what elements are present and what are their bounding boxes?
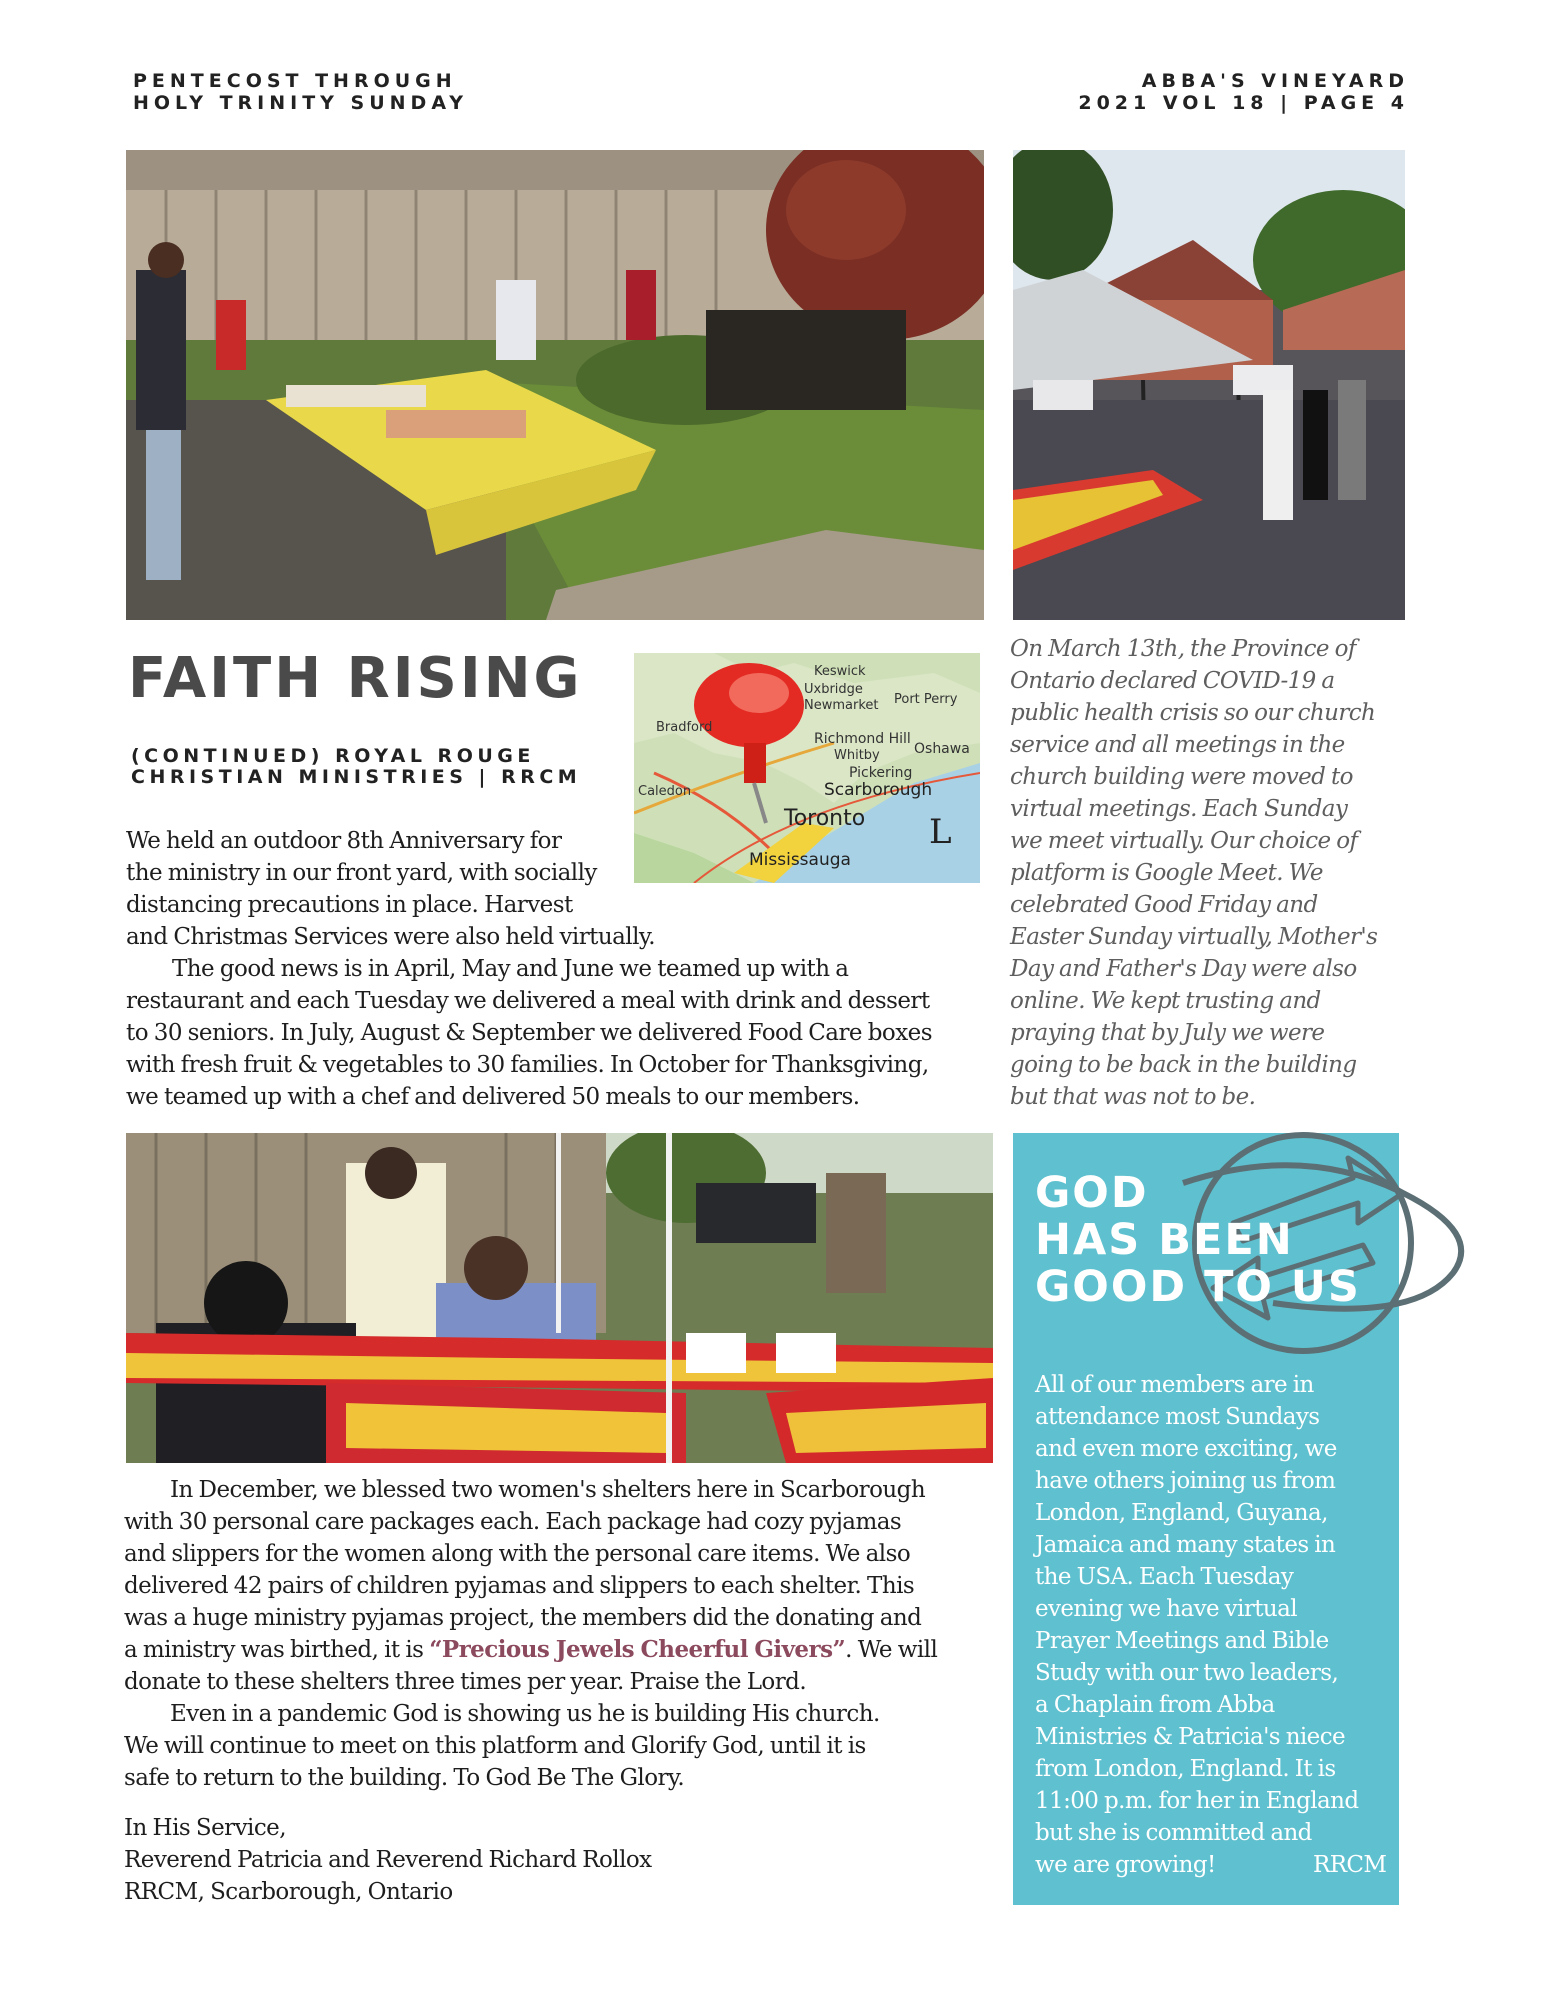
map-label: Richmond Hill [814,731,911,747]
callout-line: evening we have virtual [1035,1596,1297,1622]
callout-box [1013,1133,1399,1905]
header-left [133,70,468,114]
map-label: Scarborough [824,780,933,800]
paragraph-line: We held an outdoor 8th Anniversary for [126,828,562,854]
paragraph-line: donate to these shelters three times per year. Praise the Lord. [124,1669,807,1695]
map-label: Pickering [849,765,913,781]
map-label: Keswick [814,664,866,679]
signoff [124,1812,994,1908]
sidebar-line: we meet virtually. Our choice of [1010,828,1358,854]
paragraph-line: safe to return to the building. To God Be The Glory. [124,1765,685,1791]
map-label: Newmarket [804,698,879,713]
subtitle-line-2: CHRISTIAN MINISTRIES | RRCM [131,766,582,788]
map-label: Port Perry [894,692,958,707]
callout-line: but she is committed and [1035,1820,1312,1846]
paragraph-line: the ministry in our front yard, with socially [126,860,597,886]
signoff-line: In His Service, [124,1815,287,1841]
callout-line: Jamaica and many states in [1035,1532,1336,1558]
sidebar-line: praying that by July we were [1010,1020,1325,1046]
map-label: Uxbridge [804,682,863,697]
callout-line: London, England, Guyana, [1035,1500,1328,1526]
callout-line: Ministries & Patricia's niece [1035,1724,1345,1750]
callout-line: from London, England. It is [1035,1756,1336,1782]
sidebar-line: church building were moved to [1010,764,1353,790]
header-left-line-1: PENTECOST THROUGH [133,70,457,92]
callout-body [1035,1369,1395,1881]
paragraph-line: we teamed up with a chef and delivered 50 meals to our members. [126,1084,860,1110]
sidebar-line: Easter Sunday virtually, Mother's [1010,924,1378,950]
paragraph-line: and Christmas Services were also held virtually. [126,924,656,950]
sidebar-line: celebrated Good Friday and [1010,892,1318,918]
map-label: Caledon [638,784,692,799]
sidebar-line: service and all meetings in the [1010,732,1345,758]
callout-heading-line: HAS BEEN [1035,1215,1294,1265]
sidebar-line: Day and Father's Day were also [1010,956,1357,982]
callout-line: the USA. Each Tuesday [1035,1564,1294,1590]
callout-line: and even more exciting, we [1035,1436,1337,1462]
paragraph-line: The good news is in April, May and June we teamed up with a [172,956,849,982]
paragraph-line-with-highlight [124,1634,994,1666]
line-text: . We will [845,1637,938,1663]
map-label: Oshawa [914,741,970,757]
article-subtitle [131,746,581,788]
photo-meal-service [126,1133,993,1463]
paragraph-line: and slippers for the women along with the personal care items. We also [124,1541,911,1567]
sidebar-line: On March 13th, the Province of [1010,636,1356,662]
map-label: L [929,812,952,852]
callout-line: have others joining us from [1035,1468,1336,1494]
paragraph-line: restaurant and each Tuesday we delivered a meal with drink and dessert [126,988,930,1014]
paragraph-line: to 30 seniors. In July, August & September we delivered Food Care boxes [126,1020,932,1046]
callout-line-last [1035,1849,1395,1881]
callout-signature: RRCM [1313,1852,1387,1878]
signoff-line: RRCM, Scarborough, Ontario [124,1879,453,1905]
paragraph-line: We will continue to meet on this platform and Glorify God, until it is [124,1733,866,1759]
sidebar-line: public health crisis so our church [1010,700,1376,726]
article-paragraph-1 [126,825,986,1113]
sidebar-line: going to be back in the building [1010,1052,1357,1078]
header-right-line-2: 2021 VOL 18 | PAGE 4 [1078,92,1409,114]
paragraph-line: delivered 42 pairs of children pyjamas and slippers to each shelter. This [124,1573,915,1599]
sidebar-line: Ontario declared COVID-19 a [1010,668,1335,694]
paragraph-line: Even in a pandemic God is showing us he is building His church. [170,1701,880,1727]
callout-line: a Chaplain from Abba [1035,1692,1275,1718]
paragraph-line: In December, we blessed two women's shelters here in Scarborough [170,1477,926,1503]
photo-garden-gathering [126,150,984,620]
article-title: FAITH RISING [128,646,583,711]
paragraph-line: was a huge ministry pyjamas project, the members did the donating and [124,1605,922,1631]
map-label: Whitby [834,748,880,763]
callout-heading-line: GOOD TO US [1035,1262,1361,1312]
sidebar-text [1010,633,1410,1113]
photo-tent-event [1013,150,1405,620]
callout-heading [1035,1170,1361,1311]
sidebar-line: platform is Google Meet. We [1010,860,1323,886]
paragraph-line: with fresh fruit & vegetables to 30 families. In October for Thanksgiving, [126,1052,929,1078]
paragraph-line: distancing precautions in place. Harvest [126,892,573,918]
header-right-line-1: ABBA'S VINEYARD [1141,70,1409,92]
callout-line-text: we are growing! [1035,1852,1216,1878]
sidebar-line: but that was not to be. [1010,1084,1256,1110]
article-paragraph-2 [124,1474,994,1794]
callout-line: Study with our two leaders, [1035,1660,1339,1686]
callout-line: Prayer Meetings and Bible [1035,1628,1329,1654]
highlight-text: “Precious Jewels Cheerful Givers” [429,1636,846,1663]
sidebar-line: virtual meetings. Each Sunday [1010,796,1348,822]
map-label: Mississauga [749,850,851,870]
paragraph-line: with 30 personal care packages each. Each package had cozy pyjamas [124,1509,902,1535]
callout-line: All of our members are in [1035,1372,1314,1398]
sidebar-line: online. We kept trusting and [1010,988,1321,1014]
map-label: Toronto [784,806,866,831]
header-right [1078,70,1409,114]
callout-heading-line: GOD [1035,1168,1149,1218]
subtitle-line-1: (CONTINUED) ROYAL ROUGE [131,745,535,767]
callout-line: 11:00 p.m. for her in England [1035,1788,1359,1814]
line-text: a ministry was birthed, it is [124,1637,430,1663]
callout-line: attendance most Sundays [1035,1404,1320,1430]
signoff-line: Reverend Patricia and Reverend Richard Rollox [124,1847,652,1873]
map-label: Bradford [656,720,713,735]
header-left-line-2: HOLY TRINITY SUNDAY [133,92,468,114]
